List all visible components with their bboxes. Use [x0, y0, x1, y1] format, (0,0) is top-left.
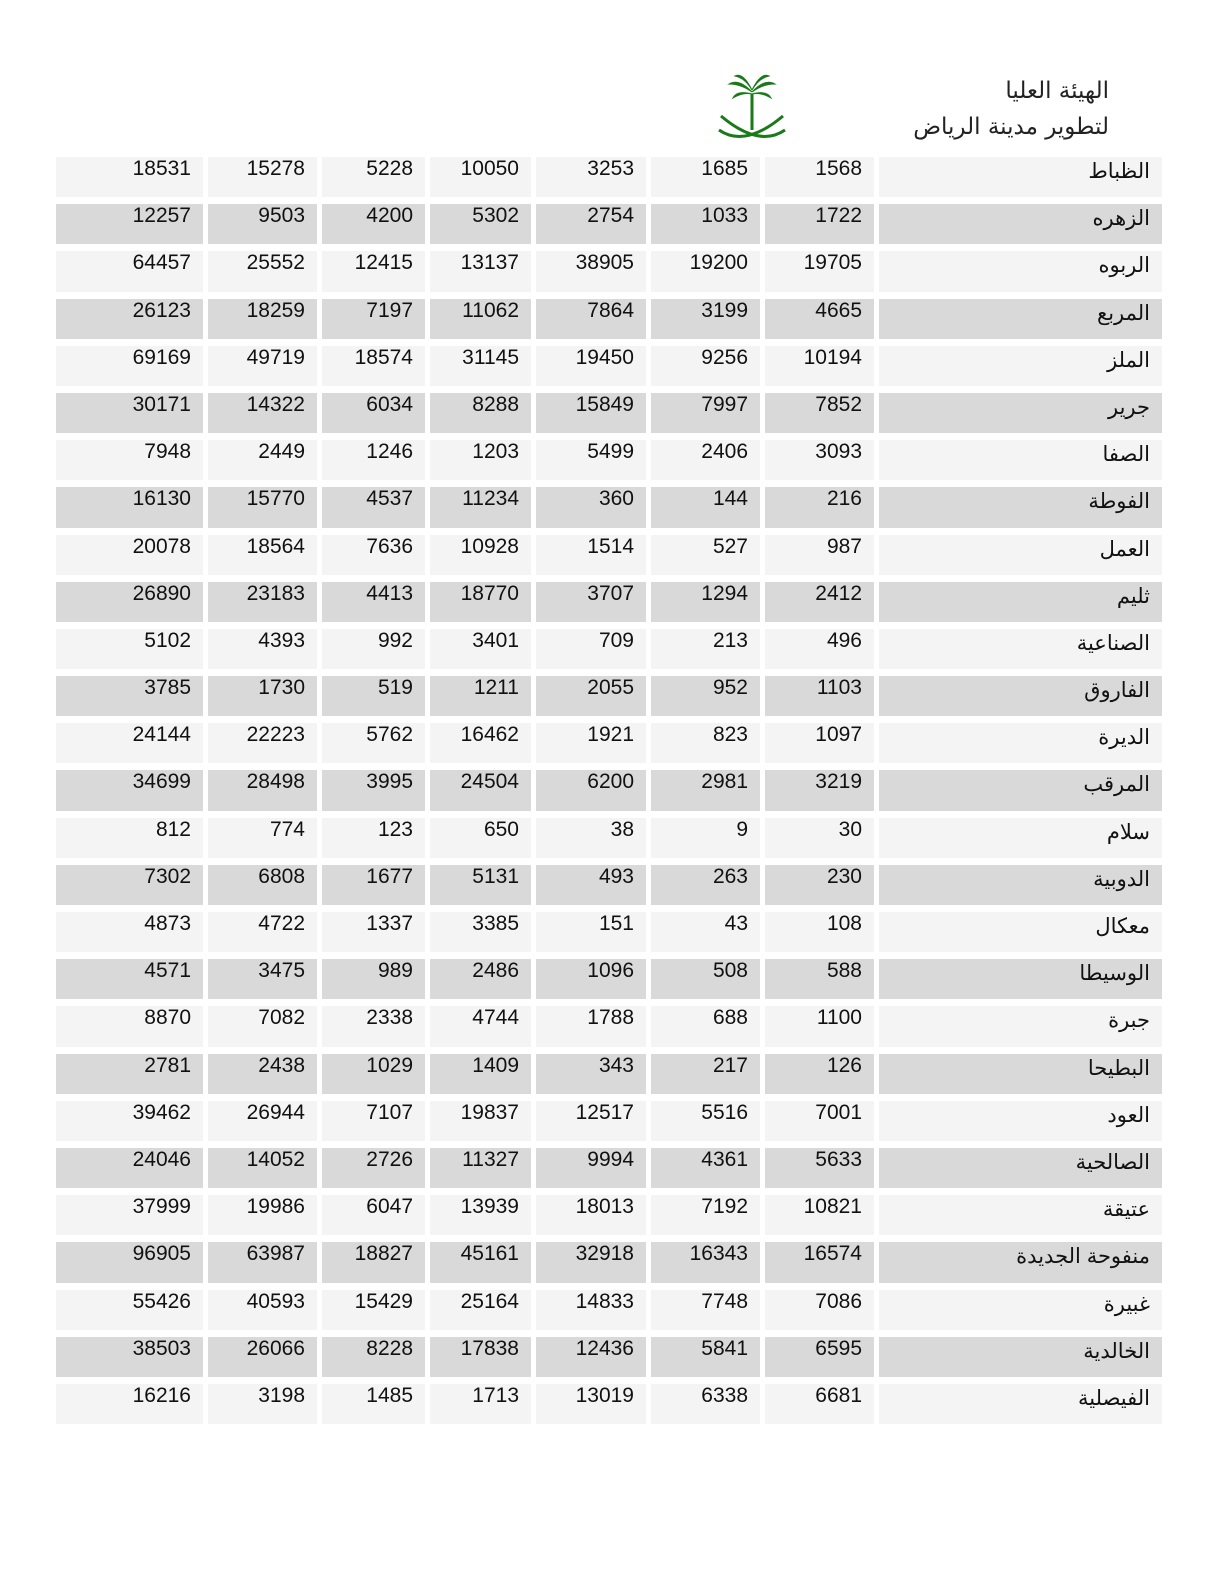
table-cell-district-name: جرير	[879, 389, 1162, 436]
table-cell-value: 3785	[56, 672, 203, 719]
table-cell-district-name: الديرة	[879, 719, 1162, 766]
table-row	[56, 1380, 1162, 1427]
table-cell-value: 19705	[765, 247, 874, 294]
table-cell-value: 24504	[430, 766, 531, 813]
table-cell-value: 14322	[208, 389, 317, 436]
table-cell-district-name: المربع	[879, 295, 1162, 342]
table-cell-value: 16216	[56, 1380, 203, 1427]
table-cell-value: 496	[765, 625, 874, 672]
table-row	[56, 389, 1162, 436]
table-cell-value: 1921	[536, 719, 646, 766]
table-row	[56, 766, 1162, 813]
table-cell-value: 7948	[56, 436, 203, 483]
table-cell-district-name: الزهره	[879, 200, 1162, 247]
table-cell-value: 24144	[56, 719, 203, 766]
table-cell-value: 5762	[322, 719, 425, 766]
table-cell-value: 5499	[536, 436, 646, 483]
table-cell-value: 20078	[56, 531, 203, 578]
table-cell-value: 8870	[56, 1002, 203, 1049]
table-cell-value: 1246	[322, 436, 425, 483]
table-cell-district-name: البطيحا	[879, 1050, 1162, 1097]
table-cell-value: 493	[536, 861, 646, 908]
table-cell-district-name: الفاروق	[879, 672, 1162, 719]
table-cell-value: 8228	[322, 1333, 425, 1380]
table-cell-value: 16574	[765, 1238, 874, 1285]
table-cell-value: 216	[765, 483, 874, 530]
logo-subtitle: لتطوير مدينة الرياض	[913, 114, 1109, 140]
table-cell-district-name: غبيرة	[879, 1286, 1162, 1333]
table-cell-value: 3198	[208, 1380, 317, 1427]
table-cell-value: 650	[430, 814, 531, 861]
table-cell-value: 6681	[765, 1380, 874, 1427]
table-row	[56, 247, 1162, 294]
table-cell-value: 6034	[322, 389, 425, 436]
table-cell-value: 11234	[430, 483, 531, 530]
table-cell-value: 1685	[651, 153, 760, 200]
table-cell-value: 508	[651, 955, 760, 1002]
table-cell-value: 3401	[430, 625, 531, 672]
table-cell-district-name: الدوبية	[879, 861, 1162, 908]
table-cell-value: 1568	[765, 153, 874, 200]
table-cell-value: 217	[651, 1050, 760, 1097]
table-row	[56, 483, 1162, 530]
table-cell-value: 3707	[536, 578, 646, 625]
table-cell-value: 37999	[56, 1191, 203, 1238]
table-cell-value: 10194	[765, 342, 874, 389]
district-statistics-table	[51, 153, 1167, 1427]
table-cell-value: 5841	[651, 1333, 760, 1380]
table-cell-value: 96905	[56, 1238, 203, 1285]
table-cell-value: 688	[651, 1002, 760, 1049]
table-cell-value: 26123	[56, 295, 203, 342]
table-cell-district-name: الفيصلية	[879, 1380, 1162, 1427]
table-cell-value: 123	[322, 814, 425, 861]
table-cell-district-name: عتيقة	[879, 1191, 1162, 1238]
table-cell-value: 4873	[56, 908, 203, 955]
table-cell-value: 989	[322, 955, 425, 1002]
logo-title: الهيئة العليا	[1005, 78, 1109, 104]
table-cell-value: 4361	[651, 1144, 760, 1191]
table-cell-value: 1097	[765, 719, 874, 766]
table-cell-value: 39462	[56, 1097, 203, 1144]
table-cell-district-name: الوسيطا	[879, 955, 1162, 1002]
table-cell-value: 63987	[208, 1238, 317, 1285]
table-cell-value: 12415	[322, 247, 425, 294]
table-cell-value: 7192	[651, 1191, 760, 1238]
table-cell-value: 1713	[430, 1380, 531, 1427]
table-cell-value: 6338	[651, 1380, 760, 1427]
table-cell-value: 13019	[536, 1380, 646, 1427]
table-cell-value: 343	[536, 1050, 646, 1097]
table-cell-value: 7001	[765, 1097, 874, 1144]
table-cell-value: 987	[765, 531, 874, 578]
table-cell-value: 4537	[322, 483, 425, 530]
table-cell-value: 213	[651, 625, 760, 672]
table-cell-value: 5102	[56, 625, 203, 672]
table-cell-value: 3219	[765, 766, 874, 813]
table-cell-value: 16130	[56, 483, 203, 530]
table-cell-value: 10928	[430, 531, 531, 578]
table-cell-value: 13939	[430, 1191, 531, 1238]
table-cell-value: 2338	[322, 1002, 425, 1049]
table-cell-value: 5228	[322, 153, 425, 200]
table-cell-value: 30171	[56, 389, 203, 436]
table-cell-value: 9256	[651, 342, 760, 389]
table-cell-value: 519	[322, 672, 425, 719]
table-cell-value: 18770	[430, 578, 531, 625]
table-cell-value: 32918	[536, 1238, 646, 1285]
table-cell-value: 7636	[322, 531, 425, 578]
table-cell-value: 1100	[765, 1002, 874, 1049]
table-row	[56, 578, 1162, 625]
table-row	[56, 672, 1162, 719]
table-cell-value: 7086	[765, 1286, 874, 1333]
table-cell-value: 15278	[208, 153, 317, 200]
table-cell-value: 6808	[208, 861, 317, 908]
table-cell-value: 3093	[765, 436, 874, 483]
table-cell-value: 18259	[208, 295, 317, 342]
table-cell-district-name: منفوحة الجديدة	[879, 1238, 1162, 1285]
table-row	[56, 153, 1162, 200]
table-cell-value: 1722	[765, 200, 874, 247]
table-cell-value: 1203	[430, 436, 531, 483]
table-cell-value: 9994	[536, 1144, 646, 1191]
table-row	[56, 814, 1162, 861]
table-cell-value: 28498	[208, 766, 317, 813]
table-cell-value: 43	[651, 908, 760, 955]
table-cell-value: 5131	[430, 861, 531, 908]
table-cell-value: 3199	[651, 295, 760, 342]
table-cell-value: 12517	[536, 1097, 646, 1144]
table-cell-value: 2754	[536, 200, 646, 247]
table-cell-value: 360	[536, 483, 646, 530]
table-cell-district-name: الملز	[879, 342, 1162, 389]
table-cell-value: 4413	[322, 578, 425, 625]
table-cell-value: 3253	[536, 153, 646, 200]
table-cell-value: 4571	[56, 955, 203, 1002]
table-cell-value: 1103	[765, 672, 874, 719]
table-cell-value: 24046	[56, 1144, 203, 1191]
table-cell-value: 7107	[322, 1097, 425, 1144]
table-cell-district-name: جبرة	[879, 1002, 1162, 1049]
table-cell-value: 1211	[430, 672, 531, 719]
table-cell-value: 823	[651, 719, 760, 766]
table-cell-value: 9503	[208, 200, 317, 247]
table-cell-value: 49719	[208, 342, 317, 389]
table-cell-value: 3475	[208, 955, 317, 1002]
table-cell-value: 1029	[322, 1050, 425, 1097]
table-cell-value: 55426	[56, 1286, 203, 1333]
table-cell-value: 2486	[430, 955, 531, 1002]
table-cell-value: 12257	[56, 200, 203, 247]
table-cell-value: 3995	[322, 766, 425, 813]
table-row	[56, 955, 1162, 1002]
table-cell-value: 18827	[322, 1238, 425, 1285]
table-cell-value: 1337	[322, 908, 425, 955]
table-cell-value: 4744	[430, 1002, 531, 1049]
table-cell-value: 26890	[56, 578, 203, 625]
table-cell-value: 4200	[322, 200, 425, 247]
table-cell-value: 45161	[430, 1238, 531, 1285]
table-row	[56, 1238, 1162, 1285]
table-row	[56, 436, 1162, 483]
table-cell-value: 1730	[208, 672, 317, 719]
table-row	[56, 1097, 1162, 1144]
table-cell-value: 144	[651, 483, 760, 530]
table-cell-value: 2449	[208, 436, 317, 483]
table-cell-value: 126	[765, 1050, 874, 1097]
table-cell-value: 4665	[765, 295, 874, 342]
table-cell-value: 2781	[56, 1050, 203, 1097]
table-cell-value: 1409	[430, 1050, 531, 1097]
table-cell-value: 26066	[208, 1333, 317, 1380]
table-cell-value: 11062	[430, 295, 531, 342]
table-cell-value: 7852	[765, 389, 874, 436]
table-row	[56, 295, 1162, 342]
table-cell-value: 64457	[56, 247, 203, 294]
table-cell-value: 14052	[208, 1144, 317, 1191]
table-cell-district-name: الصفا	[879, 436, 1162, 483]
table-cell-district-name: الصالحية	[879, 1144, 1162, 1191]
table-cell-value: 40593	[208, 1286, 317, 1333]
table-cell-value: 709	[536, 625, 646, 672]
table-cell-value: 16343	[651, 1238, 760, 1285]
table-cell-district-name: العمل	[879, 531, 1162, 578]
table-cell-district-name: الخالدية	[879, 1333, 1162, 1380]
table-cell-district-name: الفوطة	[879, 483, 1162, 530]
table-row	[56, 200, 1162, 247]
table-cell-value: 952	[651, 672, 760, 719]
table-cell-value: 527	[651, 531, 760, 578]
table-row	[56, 1286, 1162, 1333]
table-cell-district-name: المرقب	[879, 766, 1162, 813]
table-cell-value: 2412	[765, 578, 874, 625]
table-cell-district-name: ثليم	[879, 578, 1162, 625]
table-cell-value: 6595	[765, 1333, 874, 1380]
table-cell-value: 2726	[322, 1144, 425, 1191]
table-cell-value: 22223	[208, 719, 317, 766]
table-cell-value: 23183	[208, 578, 317, 625]
table-cell-value: 2406	[651, 436, 760, 483]
table-cell-value: 7748	[651, 1286, 760, 1333]
table-cell-value: 230	[765, 861, 874, 908]
table-cell-value: 9	[651, 814, 760, 861]
table-cell-value: 14833	[536, 1286, 646, 1333]
table-row	[56, 1333, 1162, 1380]
table-cell-value: 5302	[430, 200, 531, 247]
table-cell-value: 7997	[651, 389, 760, 436]
table-cell-district-name: الظباط	[879, 153, 1162, 200]
table-cell-value: 25552	[208, 247, 317, 294]
table-row	[56, 531, 1162, 578]
table-cell-value: 38905	[536, 247, 646, 294]
table-cell-value: 108	[765, 908, 874, 955]
table-cell-value: 2438	[208, 1050, 317, 1097]
table-cell-value: 8288	[430, 389, 531, 436]
table-cell-value: 31145	[430, 342, 531, 389]
table-row	[56, 861, 1162, 908]
table-cell-value: 19450	[536, 342, 646, 389]
table-cell-value: 774	[208, 814, 317, 861]
table-row	[56, 719, 1162, 766]
table-cell-value: 15429	[322, 1286, 425, 1333]
table-row	[56, 625, 1162, 672]
table-cell-value: 15849	[536, 389, 646, 436]
table-cell-value: 4393	[208, 625, 317, 672]
table-cell-value: 26944	[208, 1097, 317, 1144]
table-cell-value: 13137	[430, 247, 531, 294]
table-cell-value: 2055	[536, 672, 646, 719]
table-cell-value: 38503	[56, 1333, 203, 1380]
table-cell-value: 812	[56, 814, 203, 861]
table-cell-value: 17838	[430, 1333, 531, 1380]
table-cell-value: 18013	[536, 1191, 646, 1238]
table-row	[56, 908, 1162, 955]
table-cell-value: 38	[536, 814, 646, 861]
table-cell-value: 25164	[430, 1286, 531, 1333]
table-cell-value: 5516	[651, 1097, 760, 1144]
table-cell-district-name: العود	[879, 1097, 1162, 1144]
table-cell-value: 6200	[536, 766, 646, 813]
table-cell-value: 4722	[208, 908, 317, 955]
table-cell-value: 69169	[56, 342, 203, 389]
table-cell-value: 2981	[651, 766, 760, 813]
table-cell-value: 19200	[651, 247, 760, 294]
palm-swords-emblem-icon	[715, 72, 795, 152]
table-row	[56, 1050, 1162, 1097]
table-cell-value: 16462	[430, 719, 531, 766]
table-cell-value: 7864	[536, 295, 646, 342]
table-cell-value: 12436	[536, 1333, 646, 1380]
table-cell-district-name: سلام	[879, 814, 1162, 861]
table-row	[56, 1191, 1162, 1238]
table-cell-value: 6047	[322, 1191, 425, 1238]
table-cell-value: 263	[651, 861, 760, 908]
table-cell-value: 1677	[322, 861, 425, 908]
table-row	[56, 1144, 1162, 1191]
table-row	[56, 1002, 1162, 1049]
table-cell-value: 19837	[430, 1097, 531, 1144]
table-cell-value: 30	[765, 814, 874, 861]
table-cell-value: 7082	[208, 1002, 317, 1049]
table-cell-value: 18564	[208, 531, 317, 578]
table-cell-value: 7197	[322, 295, 425, 342]
table-cell-value: 151	[536, 908, 646, 955]
table-cell-value: 588	[765, 955, 874, 1002]
table-cell-value: 1033	[651, 200, 760, 247]
table-cell-value: 1096	[536, 955, 646, 1002]
table-cell-value: 18574	[322, 342, 425, 389]
table-cell-value: 3385	[430, 908, 531, 955]
table-cell-value: 1788	[536, 1002, 646, 1049]
table-cell-value: 15770	[208, 483, 317, 530]
table-cell-value: 34699	[56, 766, 203, 813]
table-cell-value: 7302	[56, 861, 203, 908]
table-cell-value: 992	[322, 625, 425, 672]
table-cell-value: 1294	[651, 578, 760, 625]
table-cell-value: 1514	[536, 531, 646, 578]
table-cell-district-name: الربوه	[879, 247, 1162, 294]
table-cell-value: 19986	[208, 1191, 317, 1238]
table-cell-district-name: معكال	[879, 908, 1162, 955]
table-row	[56, 342, 1162, 389]
table-cell-value: 10821	[765, 1191, 874, 1238]
organization-logo	[715, 72, 1115, 152]
table-cell-value: 1485	[322, 1380, 425, 1427]
table-cell-value: 11327	[430, 1144, 531, 1191]
table-cell-value: 10050	[430, 153, 531, 200]
table-cell-district-name: الصناعية	[879, 625, 1162, 672]
table-cell-value: 5633	[765, 1144, 874, 1191]
table-cell-value: 18531	[56, 153, 203, 200]
